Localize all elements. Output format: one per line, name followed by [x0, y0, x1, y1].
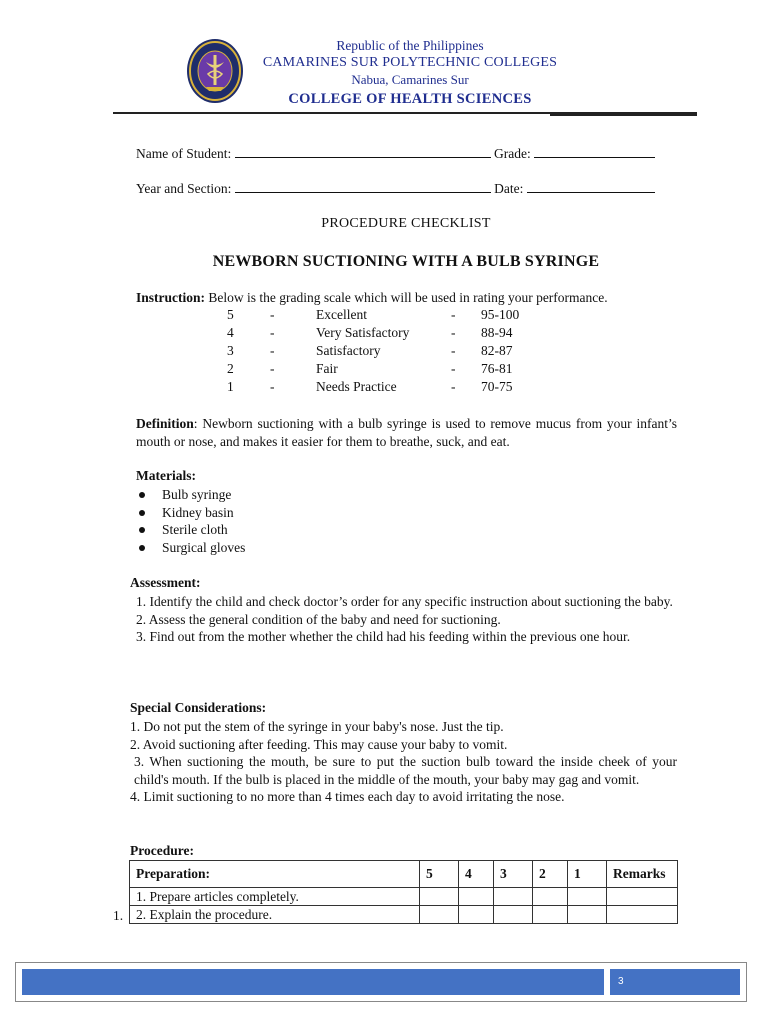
- considerations-heading: Special Considerations:: [130, 700, 267, 715]
- date-input[interactable]: [527, 180, 655, 193]
- score-cell[interactable]: [568, 888, 607, 906]
- score-cell[interactable]: [459, 906, 494, 924]
- header-score-4: 4: [459, 861, 494, 888]
- materials-heading: Materials:: [136, 468, 196, 483]
- list-item: Kidney basin: [137, 504, 245, 522]
- scale-dash2: -: [451, 325, 456, 340]
- definition-text: : Newborn suctioning with a bulb syringe is used to remove mucus from your infant’s mouth or nose, and makes it easier for them to breathe, suck, and eat.: [136, 416, 677, 449]
- score-cell[interactable]: [533, 906, 568, 924]
- score-cell[interactable]: [494, 906, 533, 924]
- grade-input[interactable]: [534, 145, 655, 158]
- header-score-1: 1: [568, 861, 607, 888]
- scale-dash1: -: [270, 379, 275, 394]
- procedure-heading: Procedure:: [130, 843, 194, 858]
- scale-dash2: -: [451, 379, 456, 394]
- college-seal-logo: [186, 38, 244, 104]
- page-number: 3: [618, 976, 624, 987]
- list-item: 2. Avoid suctioning after feeding. This may cause your baby to vomit.: [130, 736, 508, 752]
- date-label: Date:: [494, 181, 524, 196]
- scale-dash1: -: [270, 307, 275, 322]
- scale-rating: Satisfactory: [316, 343, 381, 358]
- checklist-title: PROCEDURE CHECKLIST: [321, 216, 491, 231]
- scale-rating: Excellent: [316, 307, 367, 322]
- row-step: 1. Prepare articles completely.: [130, 888, 420, 906]
- remarks-cell[interactable]: [607, 888, 678, 906]
- score-cell[interactable]: [494, 888, 533, 906]
- header-score-3: 3: [494, 861, 533, 888]
- list-item: Bulb syringe: [137, 486, 245, 504]
- score-cell[interactable]: [420, 906, 459, 924]
- year-field-row: [136, 180, 655, 197]
- header-score-2: 2: [533, 861, 568, 888]
- remarks-cell[interactable]: [607, 906, 678, 924]
- year-section-input[interactable]: [235, 180, 491, 193]
- list-item: 2. Assess the general condition of the baby and need for suctioning.: [136, 611, 501, 627]
- header-republic: Republic of the Philippines: [336, 38, 484, 53]
- table-row: [130, 888, 678, 906]
- list-item: Surgical gloves: [137, 539, 245, 557]
- header-location: Nabua, Camarines Sur: [351, 72, 469, 87]
- instruction-line: [136, 290, 608, 306]
- procedure-title: NEWBORN SUCTIONING WITH A BULB SYRINGE: [212, 253, 600, 270]
- instruction-label: Instruction:: [136, 290, 206, 305]
- scale-score: 1: [227, 379, 234, 394]
- score-cell[interactable]: [533, 888, 568, 906]
- assessment-heading: Assessment:: [130, 575, 201, 590]
- scale-score: 2: [227, 361, 234, 376]
- procedure-checklist-table: [129, 860, 678, 924]
- outer-list-number: 1.: [113, 908, 124, 923]
- assessment-list: [136, 593, 677, 646]
- scale-score: 4: [227, 325, 234, 340]
- instruction-text: Below is the grading scale which will be used in rating your performance.: [208, 290, 608, 305]
- list-item: Sterile cloth: [137, 521, 245, 539]
- scale-range: 70-75: [481, 379, 513, 394]
- scale-dash2: -: [451, 361, 456, 376]
- materials-list: [137, 486, 245, 556]
- scale-score: 3: [227, 343, 234, 358]
- definition-label: Definition: [136, 416, 194, 431]
- header-institution: CAMARINES SUR POLYTECHNIC COLLEGES: [262, 55, 558, 70]
- name-label: Name of Student:: [136, 146, 232, 161]
- scale-dash2: -: [451, 307, 456, 322]
- scale-dash1: -: [270, 361, 275, 376]
- scale-range: 82-87: [481, 343, 513, 358]
- scale-dash2: -: [451, 343, 456, 358]
- footer-bar: [22, 969, 604, 995]
- scale-range: 76-81: [481, 361, 513, 376]
- table-row: [130, 906, 678, 924]
- header-score-5: 5: [420, 861, 459, 888]
- score-cell[interactable]: [420, 888, 459, 906]
- scale-rating: Fair: [316, 361, 338, 376]
- list-item: 4. Limit suctioning to no more than 4 times each day to avoid irritating the nose.: [130, 789, 565, 805]
- scale-rating: Very Satisfactory: [316, 325, 410, 340]
- name-input[interactable]: [235, 145, 491, 158]
- header-remarks: Remarks: [607, 861, 678, 888]
- list-item: 1. Identify the child and check doctor’s order for any specific instruction about suctioning the baby.: [136, 594, 673, 609]
- considerations-list: [130, 718, 677, 806]
- scale-range: 88-94: [481, 325, 513, 340]
- scale-rating: Needs Practice: [316, 379, 397, 394]
- name-field-row: [136, 145, 655, 162]
- score-cell[interactable]: [568, 906, 607, 924]
- header-college: COLLEGE OF HEALTH SCIENCES: [288, 91, 532, 107]
- list-item: 1. Do not put the stem of the syringe in your baby's nose. Just the tip.: [130, 719, 504, 734]
- list-item: 3. Find out from the mother whether the child had his feeding within the previous one hour.: [136, 629, 631, 645]
- header-preparation: Preparation:: [130, 861, 420, 888]
- year-section-label: Year and Section:: [136, 181, 232, 196]
- footer-page-box: [610, 969, 740, 995]
- header-divider-thick: [550, 112, 697, 116]
- table-header-row: [130, 861, 678, 888]
- scale-range: 95-100: [481, 307, 520, 322]
- scale-score: 5: [227, 307, 234, 322]
- row-step: 2. Explain the procedure.: [130, 906, 420, 924]
- grade-label: Grade:: [493, 146, 531, 161]
- definition-paragraph: [136, 415, 677, 450]
- list-item: 3. When suctioning the mouth, be sure to put the suction bulb toward the inside cheek of your child's mouth. If the bulb is placed in the middle of the mouth, your baby may gag and vomit.: [134, 754, 677, 787]
- scale-dash1: -: [270, 343, 275, 358]
- score-cell[interactable]: [459, 888, 494, 906]
- scale-dash1: -: [270, 325, 275, 340]
